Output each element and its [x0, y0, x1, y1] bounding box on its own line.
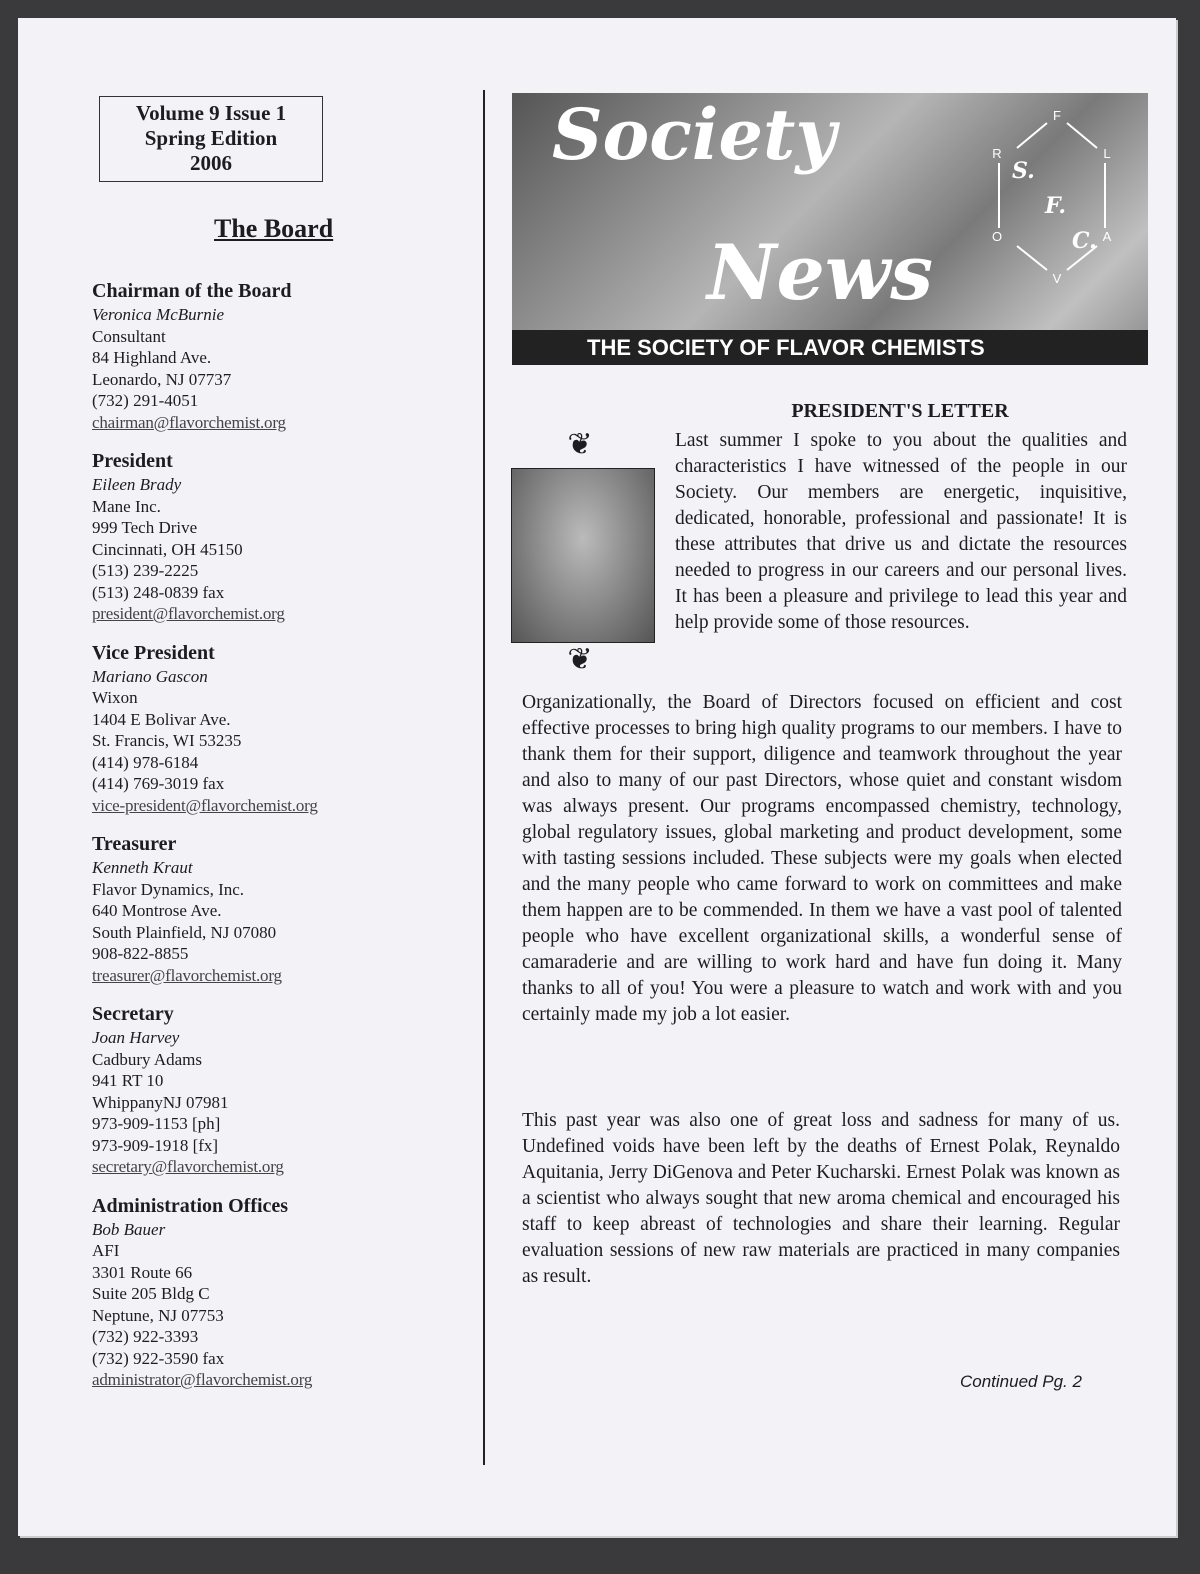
svg-text:F.: F. [1045, 193, 1067, 219]
issue-year: 2006 [190, 151, 232, 175]
member-detail: Neptune, NJ 07753 [92, 1305, 224, 1325]
member-detail: 1404 E Bolivar Ave. [92, 709, 231, 729]
member-role: Administration Offices [92, 1194, 289, 1217]
masthead-news: News [707, 228, 934, 317]
letter-paragraph-3: This past year was also one of great loss and sadness for many of us. Undefined voids have been left by the deaths of Ernest Polak, Reynaldo Aquitania, Jerry DiGenova and Peter Kucharski. Ernest Polak was known as a scientist who always sought that new aroma chemical and encouraged his staff to keep abreast of technologies and share their learning. Regular evaluation sessions of new raw materials are practiced in many companies as result. [522, 1110, 1120, 1287]
svg-text:S.: S. [1012, 158, 1035, 184]
member-detail: St. Francis, WI 53235 [92, 731, 242, 750]
board-member [92, 640, 472, 817]
column-divider [483, 90, 485, 1465]
svg-text:O: O [991, 229, 1003, 244]
member-detail: 941 RT 10 [92, 1071, 164, 1090]
member-detail: 908-822-8855 [92, 944, 189, 963]
board-member [92, 1193, 472, 1391]
continued-note: Continued Pg. 2 [960, 1372, 1082, 1391]
masthead-society: Society [552, 93, 836, 176]
member-detail: 999 Tech Drive [92, 518, 198, 537]
svg-text:R: R [992, 146, 1002, 161]
issue-volume: Volume 9 Issue 1 [135, 101, 287, 125]
svg-text:A: A [1102, 229, 1112, 244]
member-role: President [92, 450, 173, 472]
member-detail: 973-909-1918 [fx] [92, 1135, 219, 1155]
member-detail: Flavor Dynamics, Inc. [92, 879, 245, 899]
member-detail: (732) 291-4051 [92, 391, 199, 410]
letter-paragraph-1: Last summer I spoke to you about the qualities and characteristics I have witnessed of the people in our Society. Our members are energetic, inquisitive, dedicated, honorable, professional and passionate! It is these attributes that drive us and dictate the resources needed to progress in our careers and our personal lives. It has been a pleasure and privilege to lead this year and help provide some of those resources. [675, 430, 1127, 633]
member-detail: AFI [92, 1241, 120, 1260]
member-role: Treasurer [92, 833, 177, 855]
board-title: The Board [214, 214, 334, 243]
member-detail: (513) 239-2225 [92, 561, 199, 580]
member-detail: (414) 769-3019 fax [92, 774, 225, 793]
letter-paragraph-2: Organizationally, the Board of Directors focused on efficient and cost effective processes to bring high quality programs to our members. I have to thank them for their support, diligence and teamwork throughout the year and also to many of our past Directors, whose quiet and constant wisdom was always present. Our programs encompassed chemistry, technology, global regulatory issues, global marketing and product development, some with tasting sessions included. These subjects were my goals when elected and the many people who came forward to work on committees and make them happen are to be commended. In them we have a vast pool of talented people who have excellent organizational skills, a wonderful sense of camaraderie and are willing to work hard and have fun doing it. Many thanks to all of you! You were a pleasure to watch and work with and you certainly made my job a lot easier. [522, 692, 1122, 1025]
member-name: Joan Harvey [92, 1028, 180, 1047]
member-detail: Suite 205 Bldg C [92, 1284, 210, 1303]
svg-text:V: V [1052, 271, 1062, 286]
member-detail: (732) 922-3590 fax [92, 1348, 225, 1368]
member-email-link[interactable]: chairman@flavorchemist.org [92, 412, 286, 432]
member-detail: 640 Montrose Ave. [92, 901, 222, 920]
issue-edition: Spring Edition [144, 126, 278, 150]
member-detail: 3301 Route 66 [92, 1262, 193, 1282]
board-list [92, 278, 472, 1406]
ornament-bottom-icon: ❦ [567, 643, 593, 676]
member-name: Kenneth Kraut [92, 858, 193, 877]
member-detail: Consultant [92, 326, 166, 346]
member-detail: 973-909-1153 [ph] [92, 1114, 221, 1133]
board-member [92, 448, 472, 625]
member-role: Chairman of the Board [92, 280, 292, 302]
ornament-top-icon: ❦ [567, 428, 593, 461]
svg-text:C.: C. [1072, 228, 1097, 254]
sfc-hexagon-logo [977, 108, 1137, 288]
svg-text:L: L [1103, 146, 1111, 161]
member-name: Bob Bauer [92, 1219, 166, 1239]
member-email-link[interactable]: administrator@flavorchemist.org [92, 1370, 313, 1389]
issue-box [99, 96, 323, 182]
board-member [92, 831, 472, 986]
member-detail: Cincinnati, OH 45150 [92, 539, 243, 559]
board-member [92, 1001, 472, 1178]
member-email-link[interactable]: secretary@flavorchemist.org [92, 1157, 284, 1176]
member-name: Eileen Brady [92, 475, 182, 494]
svg-text:F: F [1053, 108, 1061, 123]
member-detail: WhippanyNJ 07981 [92, 1092, 229, 1112]
member-detail: (732) 922-3393 [92, 1327, 199, 1346]
letter-title: PRESIDENT'S LETTER [791, 400, 1009, 422]
president-photo [511, 468, 655, 643]
member-detail: Leonardo, NJ 07737 [92, 369, 232, 389]
masthead-tagline: THE SOCIETY OF FLAVOR CHEMISTS [512, 330, 1148, 365]
member-detail: Wixon [92, 688, 138, 707]
board-member [92, 278, 472, 433]
member-detail: 84 Highland Ave. [92, 348, 212, 367]
member-name: Veronica McBurnie [92, 305, 225, 324]
member-name: Mariano Gascon [92, 666, 208, 686]
member-detail: (513) 248-0839 fax [92, 582, 225, 602]
member-role: Secretary [92, 1003, 174, 1025]
member-detail: (414) 978-6184 [92, 752, 199, 772]
member-email-link[interactable]: president@flavorchemist.org [92, 604, 285, 623]
member-email-link[interactable]: treasurer@flavorchemist.org [92, 965, 282, 985]
member-role: Vice President [92, 641, 215, 664]
member-detail: Cadbury Adams [92, 1049, 203, 1069]
member-detail: Mane Inc. [92, 496, 161, 516]
masthead [512, 93, 1148, 365]
member-detail: South Plainfield, NJ 07080 [92, 922, 277, 942]
member-email-link[interactable]: vice-president@flavorchemist.org [92, 795, 318, 815]
